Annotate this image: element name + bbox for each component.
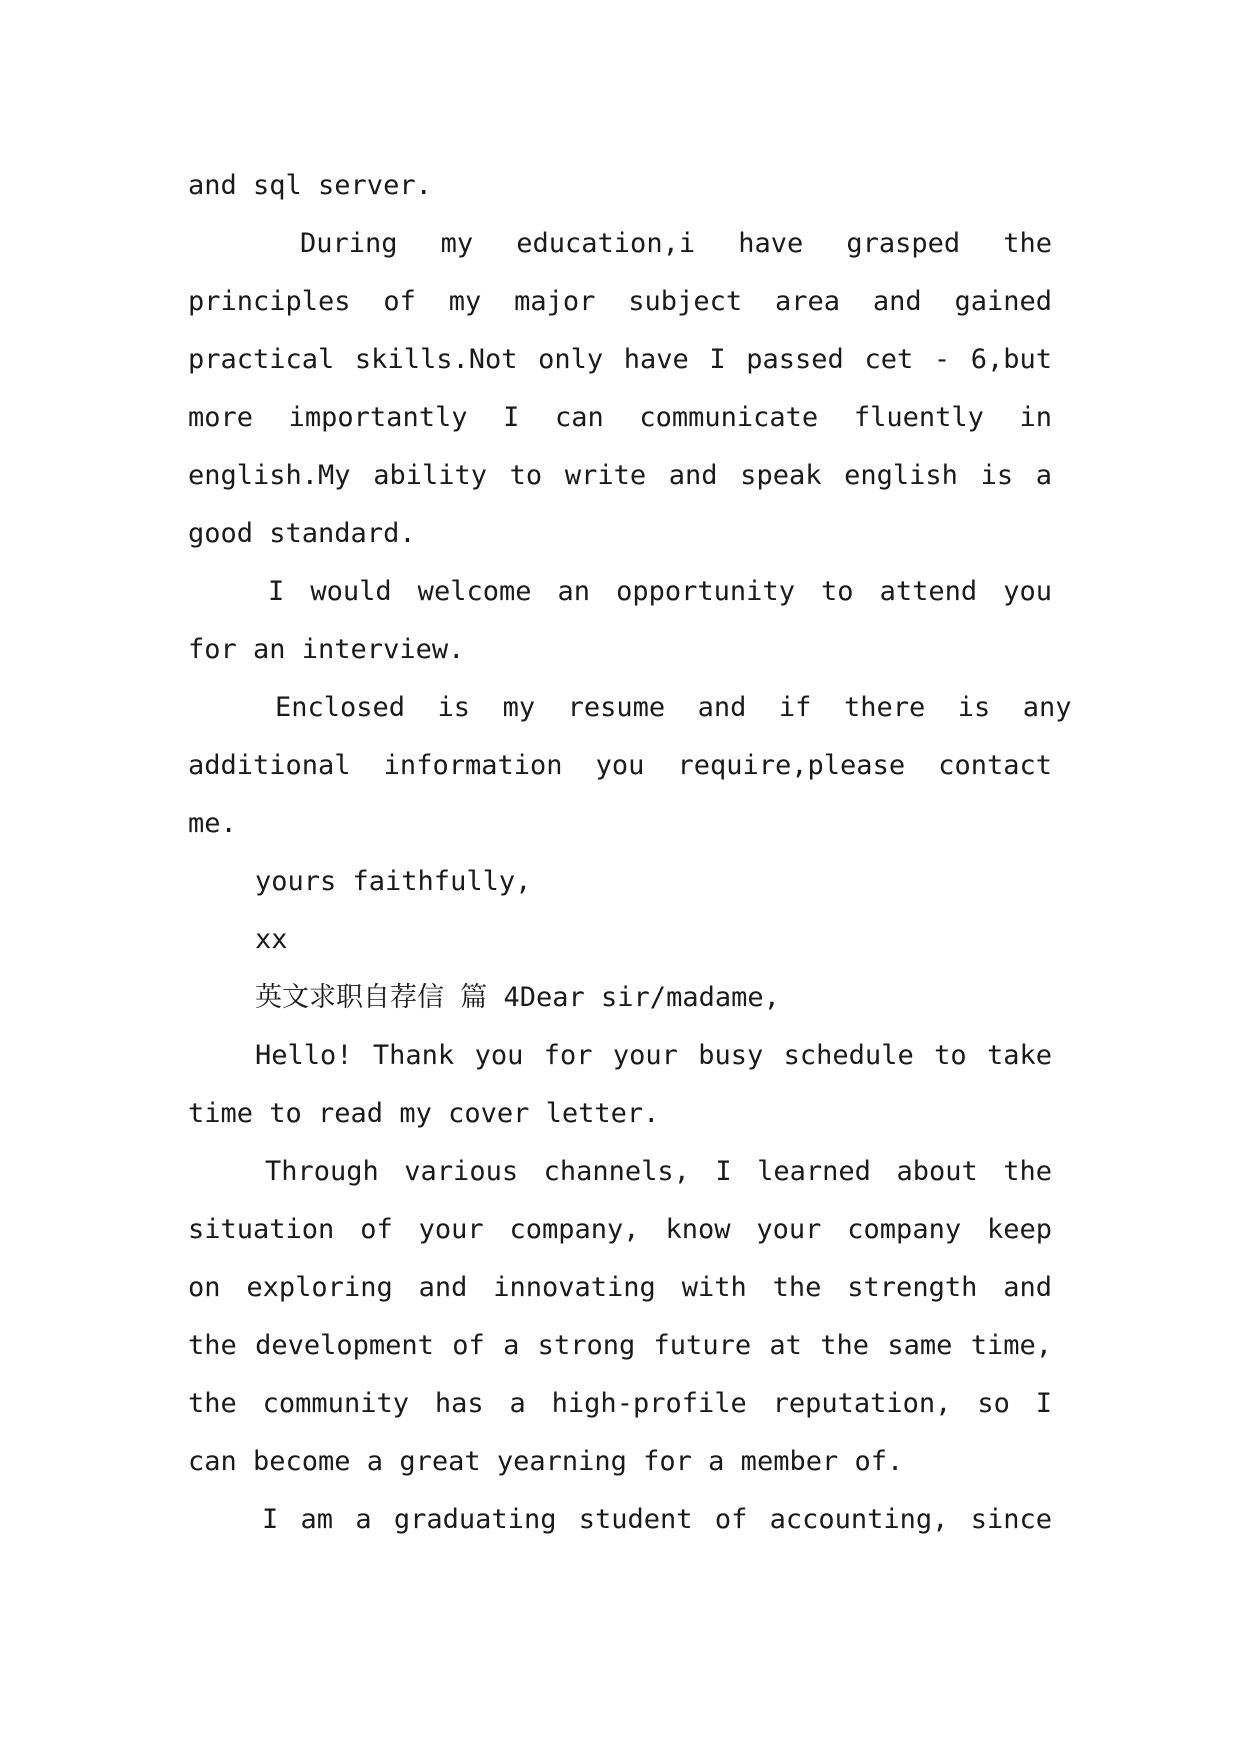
signature-name: xx xyxy=(255,924,288,955)
text-line: on exploring and innovating with the strength and xyxy=(188,1272,1052,1303)
text-line: the development of a strong future at the same time, xyxy=(188,1330,1052,1361)
text-line: me. xyxy=(188,808,237,839)
text-line: can become a great yearning for a member of. xyxy=(188,1446,904,1477)
text-line: practical skills.Not only have I passed cet - 6,but xyxy=(188,344,1052,375)
text-line: Hello! Thank you for your busy schedule to take xyxy=(255,1040,1052,1071)
section-heading: 英文求职自荐信 篇 4Dear sir/madame, xyxy=(255,982,780,1013)
text-line: situation of your company, know your company keep xyxy=(188,1214,1052,1245)
text-line: for an interview. xyxy=(188,634,465,665)
text-line: time to read my cover letter. xyxy=(188,1098,660,1129)
text-line: english.My ability to write and speak english is a xyxy=(188,460,1052,491)
text-line: and sql server. xyxy=(188,170,432,201)
text-line: Through various channels, I learned about the xyxy=(265,1156,1052,1187)
text-line: more importantly I can communicate fluently in xyxy=(188,402,1052,433)
text-line: good standard. xyxy=(188,518,416,549)
text-line: principles of my major subject area and gained xyxy=(188,286,1052,317)
text-line: additional information you require,please contact xyxy=(188,750,1052,781)
text-line: Enclosed is my resume and if there is any xyxy=(275,692,1072,723)
text-line: I would welcome an opportunity to attend you xyxy=(268,576,1052,607)
text-line: I am a graduating student of accounting, since xyxy=(262,1504,1052,1535)
text-line: the community has a high-profile reputation, so I xyxy=(188,1388,1052,1419)
text-line: During my education,i have grasped the xyxy=(300,228,1052,259)
closing-salutation: yours faithfully, xyxy=(255,866,532,897)
